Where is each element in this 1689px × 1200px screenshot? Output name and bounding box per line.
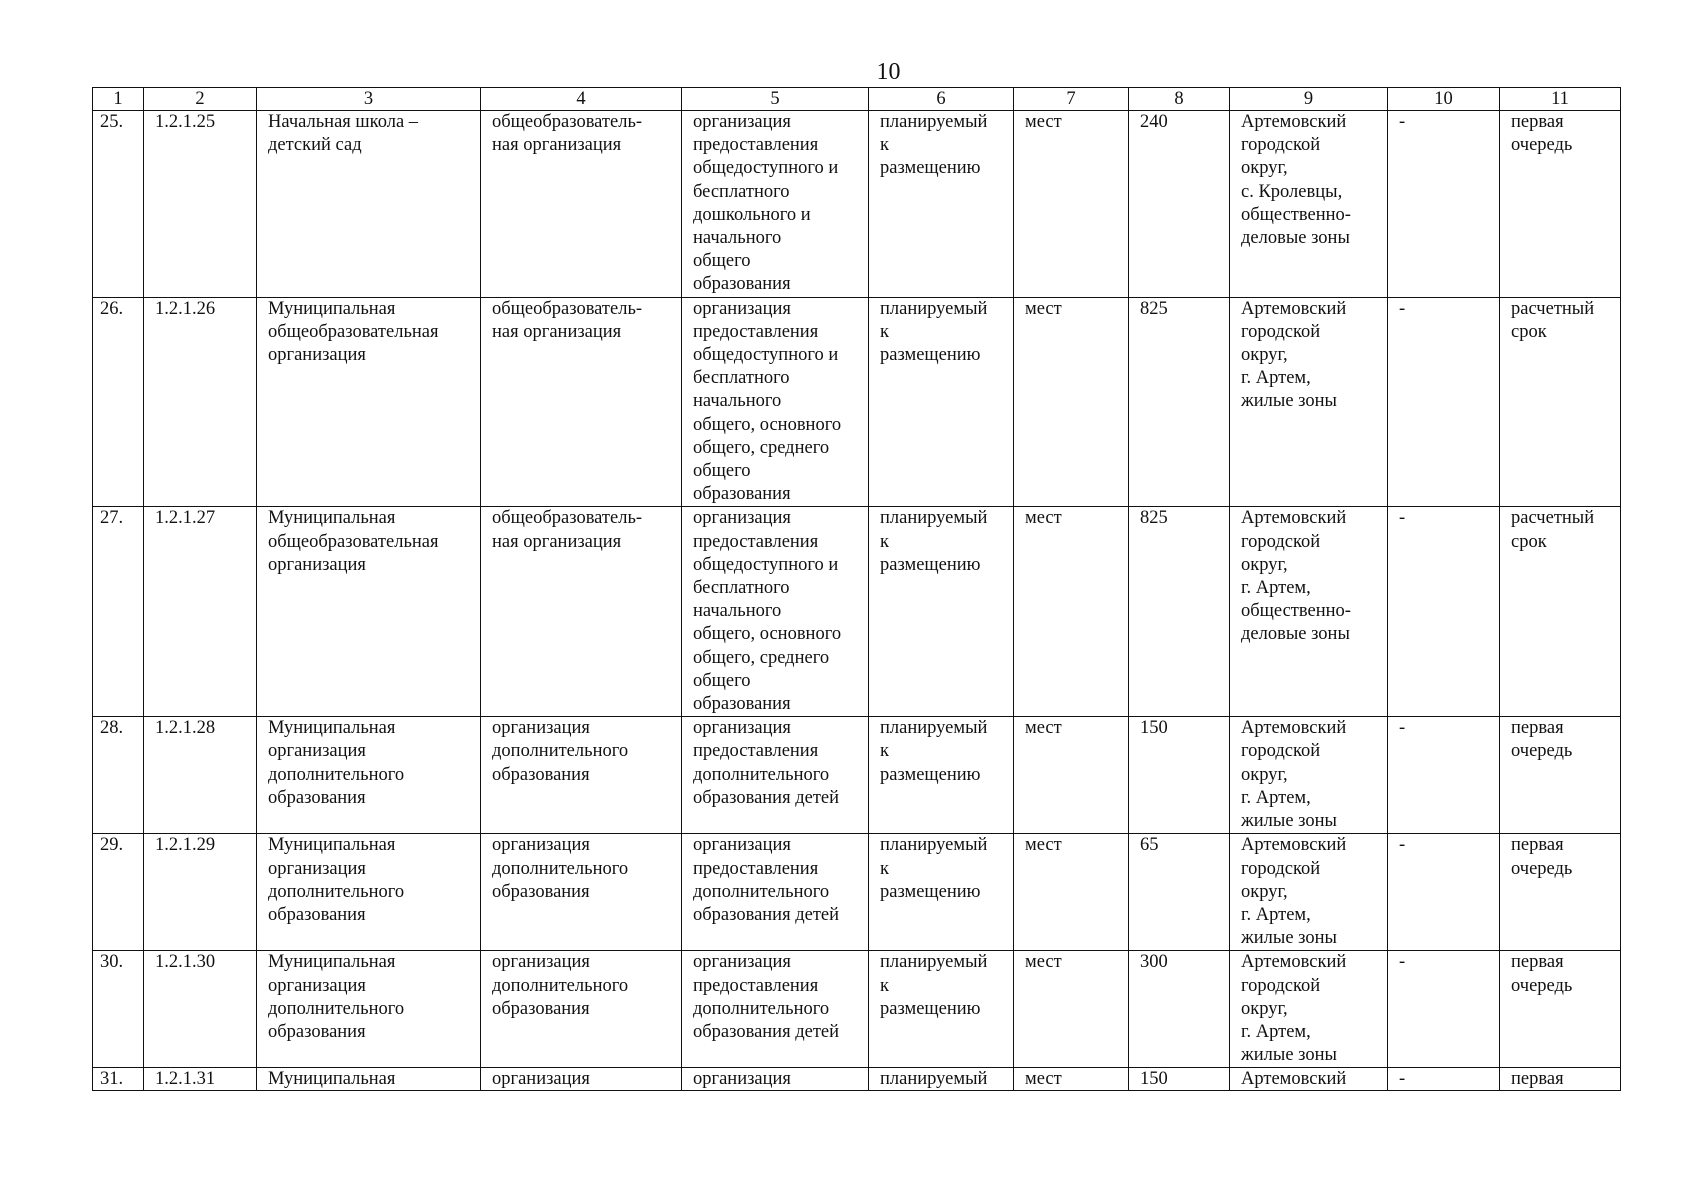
header-cell: 6	[869, 88, 1014, 111]
object-purpose: организация предоставления общедоступного и бесплатного дошкольного и начального общего образования	[682, 111, 869, 298]
object-status: планируемый к размещению	[869, 111, 1014, 298]
row-number: 30.	[93, 951, 144, 1068]
object-location: Артемовский городской округ, г. Артем, жилые зоны	[1230, 297, 1388, 507]
object-zone: -	[1388, 834, 1500, 951]
object-purpose: организация предоставления дополнительного образования детей	[682, 951, 869, 1068]
object-code: 1.2.1.30	[144, 951, 257, 1068]
object-location: Артемовский городской округ, г. Артем, общественно- деловые зоны	[1230, 507, 1388, 717]
object-unit: мест	[1014, 111, 1129, 298]
page-number: 10	[876, 59, 901, 85]
object-unit: мест	[1014, 297, 1129, 507]
header-cell: 1	[93, 88, 144, 111]
object-code: 1.2.1.31	[144, 1068, 257, 1091]
object-name: Муниципальная организация дополнительного образования	[257, 717, 481, 834]
object-type: общеобразователь- ная организация	[481, 111, 682, 298]
object-unit: мест	[1014, 507, 1129, 717]
row-number: 29.	[93, 834, 144, 951]
header-cell: 3	[257, 88, 481, 111]
table-row	[93, 951, 1621, 1068]
object-value: 240	[1129, 111, 1230, 298]
object-type: организация дополнительного образования	[481, 834, 682, 951]
object-type: общеобразователь- ная организация	[481, 297, 682, 507]
table-row	[93, 1068, 1621, 1091]
header-cell: 7	[1014, 88, 1129, 111]
object-stage: первая очередь	[1500, 951, 1621, 1068]
object-stage: первая	[1500, 1068, 1621, 1091]
object-status: планируемый к размещению	[869, 507, 1014, 717]
object-value: 150	[1129, 1068, 1230, 1091]
object-value: 65	[1129, 834, 1230, 951]
object-status: планируемый к размещению	[869, 834, 1014, 951]
object-stage: расчетный срок	[1500, 507, 1621, 717]
object-unit: мест	[1014, 951, 1129, 1068]
row-number: 31.	[93, 1068, 144, 1091]
object-code: 1.2.1.26	[144, 297, 257, 507]
object-status: планируемый	[869, 1068, 1014, 1091]
table-row	[93, 507, 1621, 717]
object-name: Муниципальная общеобразовательная организация	[257, 507, 481, 717]
object-value: 825	[1129, 297, 1230, 507]
table-row	[93, 834, 1621, 951]
header-cell: 11	[1500, 88, 1621, 111]
row-number: 26.	[93, 297, 144, 507]
header-cell: 9	[1230, 88, 1388, 111]
object-name: Муниципальная общеобразовательная организация	[257, 297, 481, 507]
object-location: Артемовский городской округ, г. Артем, жилые зоны	[1230, 717, 1388, 834]
object-value: 300	[1129, 951, 1230, 1068]
object-zone: -	[1388, 297, 1500, 507]
table-row	[93, 111, 1621, 298]
object-type: организация дополнительного образования	[481, 951, 682, 1068]
object-zone: -	[1388, 111, 1500, 298]
object-purpose: организация предоставления общедоступного и бесплатного начального общего, основного общего, среднего общего образования	[682, 297, 869, 507]
object-purpose: организация предоставления дополнительного образования детей	[682, 717, 869, 834]
object-name: Муниципальная	[257, 1068, 481, 1091]
object-unit: мест	[1014, 717, 1129, 834]
object-type: общеобразователь- ная организация	[481, 507, 682, 717]
object-type: организация	[481, 1068, 682, 1091]
object-value: 825	[1129, 507, 1230, 717]
object-name: Муниципальная организация дополнительного образования	[257, 834, 481, 951]
object-location: Артемовский городской округ, с. Кролевцы, общественно- деловые зоны	[1230, 111, 1388, 298]
object-status: планируемый к размещению	[869, 717, 1014, 834]
table-row	[93, 297, 1621, 507]
object-stage: первая очередь	[1500, 834, 1621, 951]
object-purpose: организация предоставления общедоступного и бесплатного начального общего, основного общего, среднего общего образования	[682, 507, 869, 717]
object-code: 1.2.1.25	[144, 111, 257, 298]
object-zone: -	[1388, 1068, 1500, 1091]
object-purpose: организация предоставления дополнительного образования детей	[682, 834, 869, 951]
object-unit: мест	[1014, 1068, 1129, 1091]
object-location: Артемовский	[1230, 1068, 1388, 1091]
object-type: организация дополнительного образования	[481, 717, 682, 834]
header-cell: 2	[144, 88, 257, 111]
row-number: 25.	[93, 111, 144, 298]
object-stage: первая очередь	[1500, 717, 1621, 834]
object-purpose: организация	[682, 1068, 869, 1091]
header-cell: 10	[1388, 88, 1500, 111]
object-unit: мест	[1014, 834, 1129, 951]
object-value: 150	[1129, 717, 1230, 834]
object-zone: -	[1388, 717, 1500, 834]
object-location: Артемовский городской округ, г. Артем, жилые зоны	[1230, 834, 1388, 951]
row-number: 28.	[93, 717, 144, 834]
object-name: Начальная школа – детский сад	[257, 111, 481, 298]
table-row	[93, 717, 1621, 834]
object-code: 1.2.1.28	[144, 717, 257, 834]
header-cell: 8	[1129, 88, 1230, 111]
object-zone: -	[1388, 507, 1500, 717]
header-cell: 5	[682, 88, 869, 111]
object-code: 1.2.1.29	[144, 834, 257, 951]
header-cell: 4	[481, 88, 682, 111]
object-zone: -	[1388, 951, 1500, 1068]
object-code: 1.2.1.27	[144, 507, 257, 717]
facilities-table	[92, 87, 1621, 1091]
object-stage: первая очередь	[1500, 111, 1621, 298]
object-stage: расчетный срок	[1500, 297, 1621, 507]
object-name: Муниципальная организация дополнительного образования	[257, 951, 481, 1068]
object-status: планируемый к размещению	[869, 297, 1014, 507]
object-status: планируемый к размещению	[869, 951, 1014, 1068]
header-row	[93, 88, 1621, 111]
row-number: 27.	[93, 507, 144, 717]
object-location: Артемовский городской округ, г. Артем, жилые зоны	[1230, 951, 1388, 1068]
